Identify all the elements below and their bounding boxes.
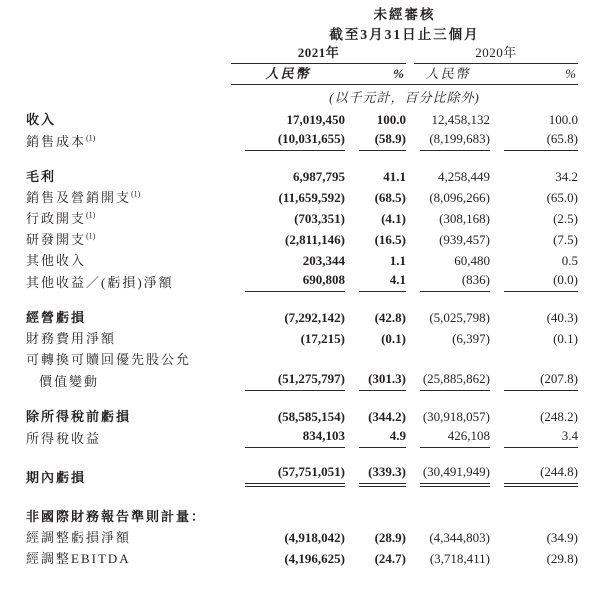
value-2020-pct: (248.2)	[540, 409, 578, 424]
column-header-row	[26, 64, 578, 85]
value-2021-rmb: (4,196,625)	[284, 551, 345, 566]
value-2020-pct: (40.3)	[546, 310, 578, 325]
unit-note-row	[26, 85, 578, 108]
value-2021-rmb: 690,808	[231, 270, 345, 292]
row-label: 毛利	[26, 169, 57, 184]
value-2020-pct: 34.2	[555, 169, 578, 184]
spacer-cell	[26, 151, 578, 165]
currency-header-2021: 人民幣	[231, 65, 345, 85]
value-2021-rmb: (2,811,146)	[285, 232, 345, 247]
financial-report-page	[0, 4, 600, 602]
value-2020-rmb: 60,480	[454, 253, 490, 268]
report-title-unaudited: 未經審核	[373, 7, 436, 22]
value-2020-rmb: (3,718,411)	[429, 551, 490, 566]
spacer-row	[26, 487, 578, 505]
row-label: 研發開支$^{(1)}$	[26, 231, 96, 247]
table-row	[26, 108, 578, 129]
value-2021-rmb: 834,103	[231, 426, 345, 448]
year-2020-header: 2020年	[414, 44, 578, 64]
value-2021-pct: (4.1)	[381, 211, 406, 226]
value-2021-pct: (58.9)	[345, 129, 406, 151]
percent-header-2020: %	[490, 65, 578, 85]
value-2021-pct: (28.9)	[374, 530, 406, 545]
value-2020-pct: (207.8)	[490, 369, 578, 391]
row-label: 其他收益／(虧損)淨額	[26, 275, 174, 290]
value-2020-pct: 100.0	[548, 112, 578, 127]
footnote-marker: (1)	[86, 133, 96, 143]
value-2021-pct: (42.8)	[374, 310, 406, 325]
spacer-cell	[26, 391, 578, 405]
value-2020-rmb: (8,096,266)	[429, 190, 490, 205]
value-2020-rmb: (6,397)	[452, 331, 490, 346]
table-row	[26, 129, 578, 151]
value-2021-rmb: (51,275,797)	[231, 369, 345, 391]
value-2020-pct: (244.8)	[490, 462, 578, 487]
value-2020-rmb: 4,258,449	[438, 169, 490, 184]
value-2021-pct	[345, 505, 406, 526]
value-2020-rmb: (25,885,862)	[406, 369, 490, 391]
value-2021-rmb: (11,659,592)	[278, 190, 345, 205]
value-2020-rmb: 12,458,132	[431, 112, 490, 127]
title-row-period	[26, 24, 578, 44]
year-header-row	[26, 44, 578, 64]
value-2021-pct: 100.0	[376, 112, 406, 127]
value-2020-pct	[490, 505, 578, 526]
value-2021-pct: (16.5)	[374, 232, 406, 247]
row-label: 經營虧損	[26, 310, 87, 325]
table-row	[26, 270, 578, 292]
value-2020-rmb	[406, 505, 490, 526]
table-row	[26, 369, 578, 391]
value-2021-pct	[345, 348, 406, 369]
value-2020-pct: (7.5)	[553, 232, 578, 247]
value-2020-rmb: (836)	[406, 270, 490, 292]
value-2021-rmb: (10,031,655)	[231, 129, 345, 151]
unit-note: (以千元計，百分比除外)	[329, 90, 480, 105]
value-2021-rmb	[231, 505, 345, 526]
row-label: 銷售及營銷開支$^{(1)}$	[26, 189, 141, 205]
spacer-cell	[26, 487, 578, 505]
row-label: 收入	[26, 112, 57, 127]
row-label: 除所得稅前虧損	[26, 409, 132, 424]
row-label: 行政開支$^{(1)}$	[26, 210, 96, 226]
value-2020-rmb: (4,344,803)	[429, 530, 490, 545]
income-statement-table	[26, 4, 578, 568]
table-body	[26, 108, 578, 568]
value-2021-rmb: (57,751,051)	[231, 462, 345, 487]
table-row	[26, 547, 578, 568]
value-2020-pct: 0.5	[561, 253, 578, 268]
spacer-cell	[26, 292, 578, 306]
spacer-row	[26, 448, 578, 462]
table-row	[26, 426, 578, 448]
table-row	[26, 505, 578, 526]
table-row	[26, 207, 578, 228]
table-row	[26, 306, 578, 327]
value-2020-rmb	[406, 348, 490, 369]
row-label: 財務費用淨額	[26, 331, 117, 346]
value-2021-pct: 4.9	[345, 426, 406, 448]
footnote-marker: (1)	[86, 210, 96, 220]
footnote-marker: (1)	[131, 189, 141, 199]
value-2020-rmb: (30,491,949)	[406, 462, 490, 487]
value-2020-rmb: (5,025,798)	[429, 310, 490, 325]
value-2021-rmb: (7,292,142)	[284, 310, 345, 325]
spacer-row	[26, 151, 578, 165]
footnote-marker: (1)	[86, 231, 96, 241]
value-2020-rmb: (308,168)	[439, 211, 490, 226]
value-2021-pct: (344.2)	[368, 409, 406, 424]
value-2021-rmb: (17,215)	[300, 331, 345, 346]
table-row	[26, 405, 578, 426]
value-2021-rmb: 17,019,450	[286, 112, 345, 127]
row-label: 價值變動	[39, 374, 100, 389]
value-2021-pct: 1.1	[389, 253, 406, 268]
value-2021-pct: 41.1	[383, 169, 406, 184]
value-2020-pct: (0.0)	[490, 270, 578, 292]
value-2020-pct: (34.9)	[546, 530, 578, 545]
value-2020-rmb: (30,918,057)	[422, 409, 490, 424]
row-label: 所得稅收益	[26, 431, 102, 446]
value-2020-rmb: 426,108	[406, 426, 490, 448]
value-2021-pct: (0.1)	[381, 331, 406, 346]
year-2021-header: 2021年	[231, 44, 406, 64]
value-2020-pct: (65.8)	[490, 129, 578, 151]
table-row	[26, 462, 578, 487]
table-row	[26, 186, 578, 207]
value-2021-rmb: (703,351)	[294, 211, 345, 226]
value-2020-pct: (29.8)	[546, 551, 578, 566]
value-2020-rmb: (939,457)	[439, 232, 490, 247]
value-2021-pct: (24.7)	[374, 551, 406, 566]
value-2021-pct: (339.3)	[345, 462, 406, 487]
row-label: 可轉換可贖回優先股公允	[26, 352, 192, 367]
row-label: 經調整虧損淨額	[26, 530, 132, 545]
table-row	[26, 327, 578, 348]
spacer-row	[26, 391, 578, 405]
value-2021-rmb	[231, 348, 345, 369]
row-label: 非國際財務報告準則計量：	[26, 509, 207, 524]
row-label: 銷售成本$^{(1)}$	[26, 133, 96, 149]
value-2021-rmb: 203,344	[302, 253, 345, 268]
value-2021-pct: (68.5)	[374, 190, 406, 205]
table-row	[26, 249, 578, 270]
value-2021-pct: 4.1	[345, 270, 406, 292]
value-2021-rmb: 6,987,795	[293, 169, 345, 184]
spacer-cell	[26, 448, 578, 462]
table-row	[26, 348, 578, 369]
value-2021-rmb: (58,585,154)	[277, 409, 345, 424]
value-2020-pct	[490, 348, 578, 369]
value-2020-pct: 3.4	[490, 426, 578, 448]
table-row	[26, 526, 578, 547]
value-2020-pct: (2.5)	[553, 211, 578, 226]
table-row	[26, 165, 578, 186]
value-2020-pct: (65.0)	[546, 190, 578, 205]
row-label: 經調整EBITDA	[26, 551, 131, 566]
report-title-period: 截至3月31日止三個月	[329, 27, 480, 42]
row-label: 其他收入	[26, 253, 87, 268]
spacer-row	[26, 292, 578, 306]
title-row-unaudited	[26, 4, 578, 24]
value-2020-pct: (0.1)	[553, 331, 578, 346]
value-2020-rmb: (8,199,683)	[406, 129, 490, 151]
row-label: 期內虧損	[26, 470, 87, 485]
currency-header-2020: 人民幣	[406, 65, 490, 85]
value-2021-pct: (301.3)	[345, 369, 406, 391]
table-row	[26, 228, 578, 249]
table-header	[26, 4, 578, 108]
percent-header-2021: %	[345, 65, 406, 85]
value-2021-rmb: (4,918,042)	[284, 530, 345, 545]
